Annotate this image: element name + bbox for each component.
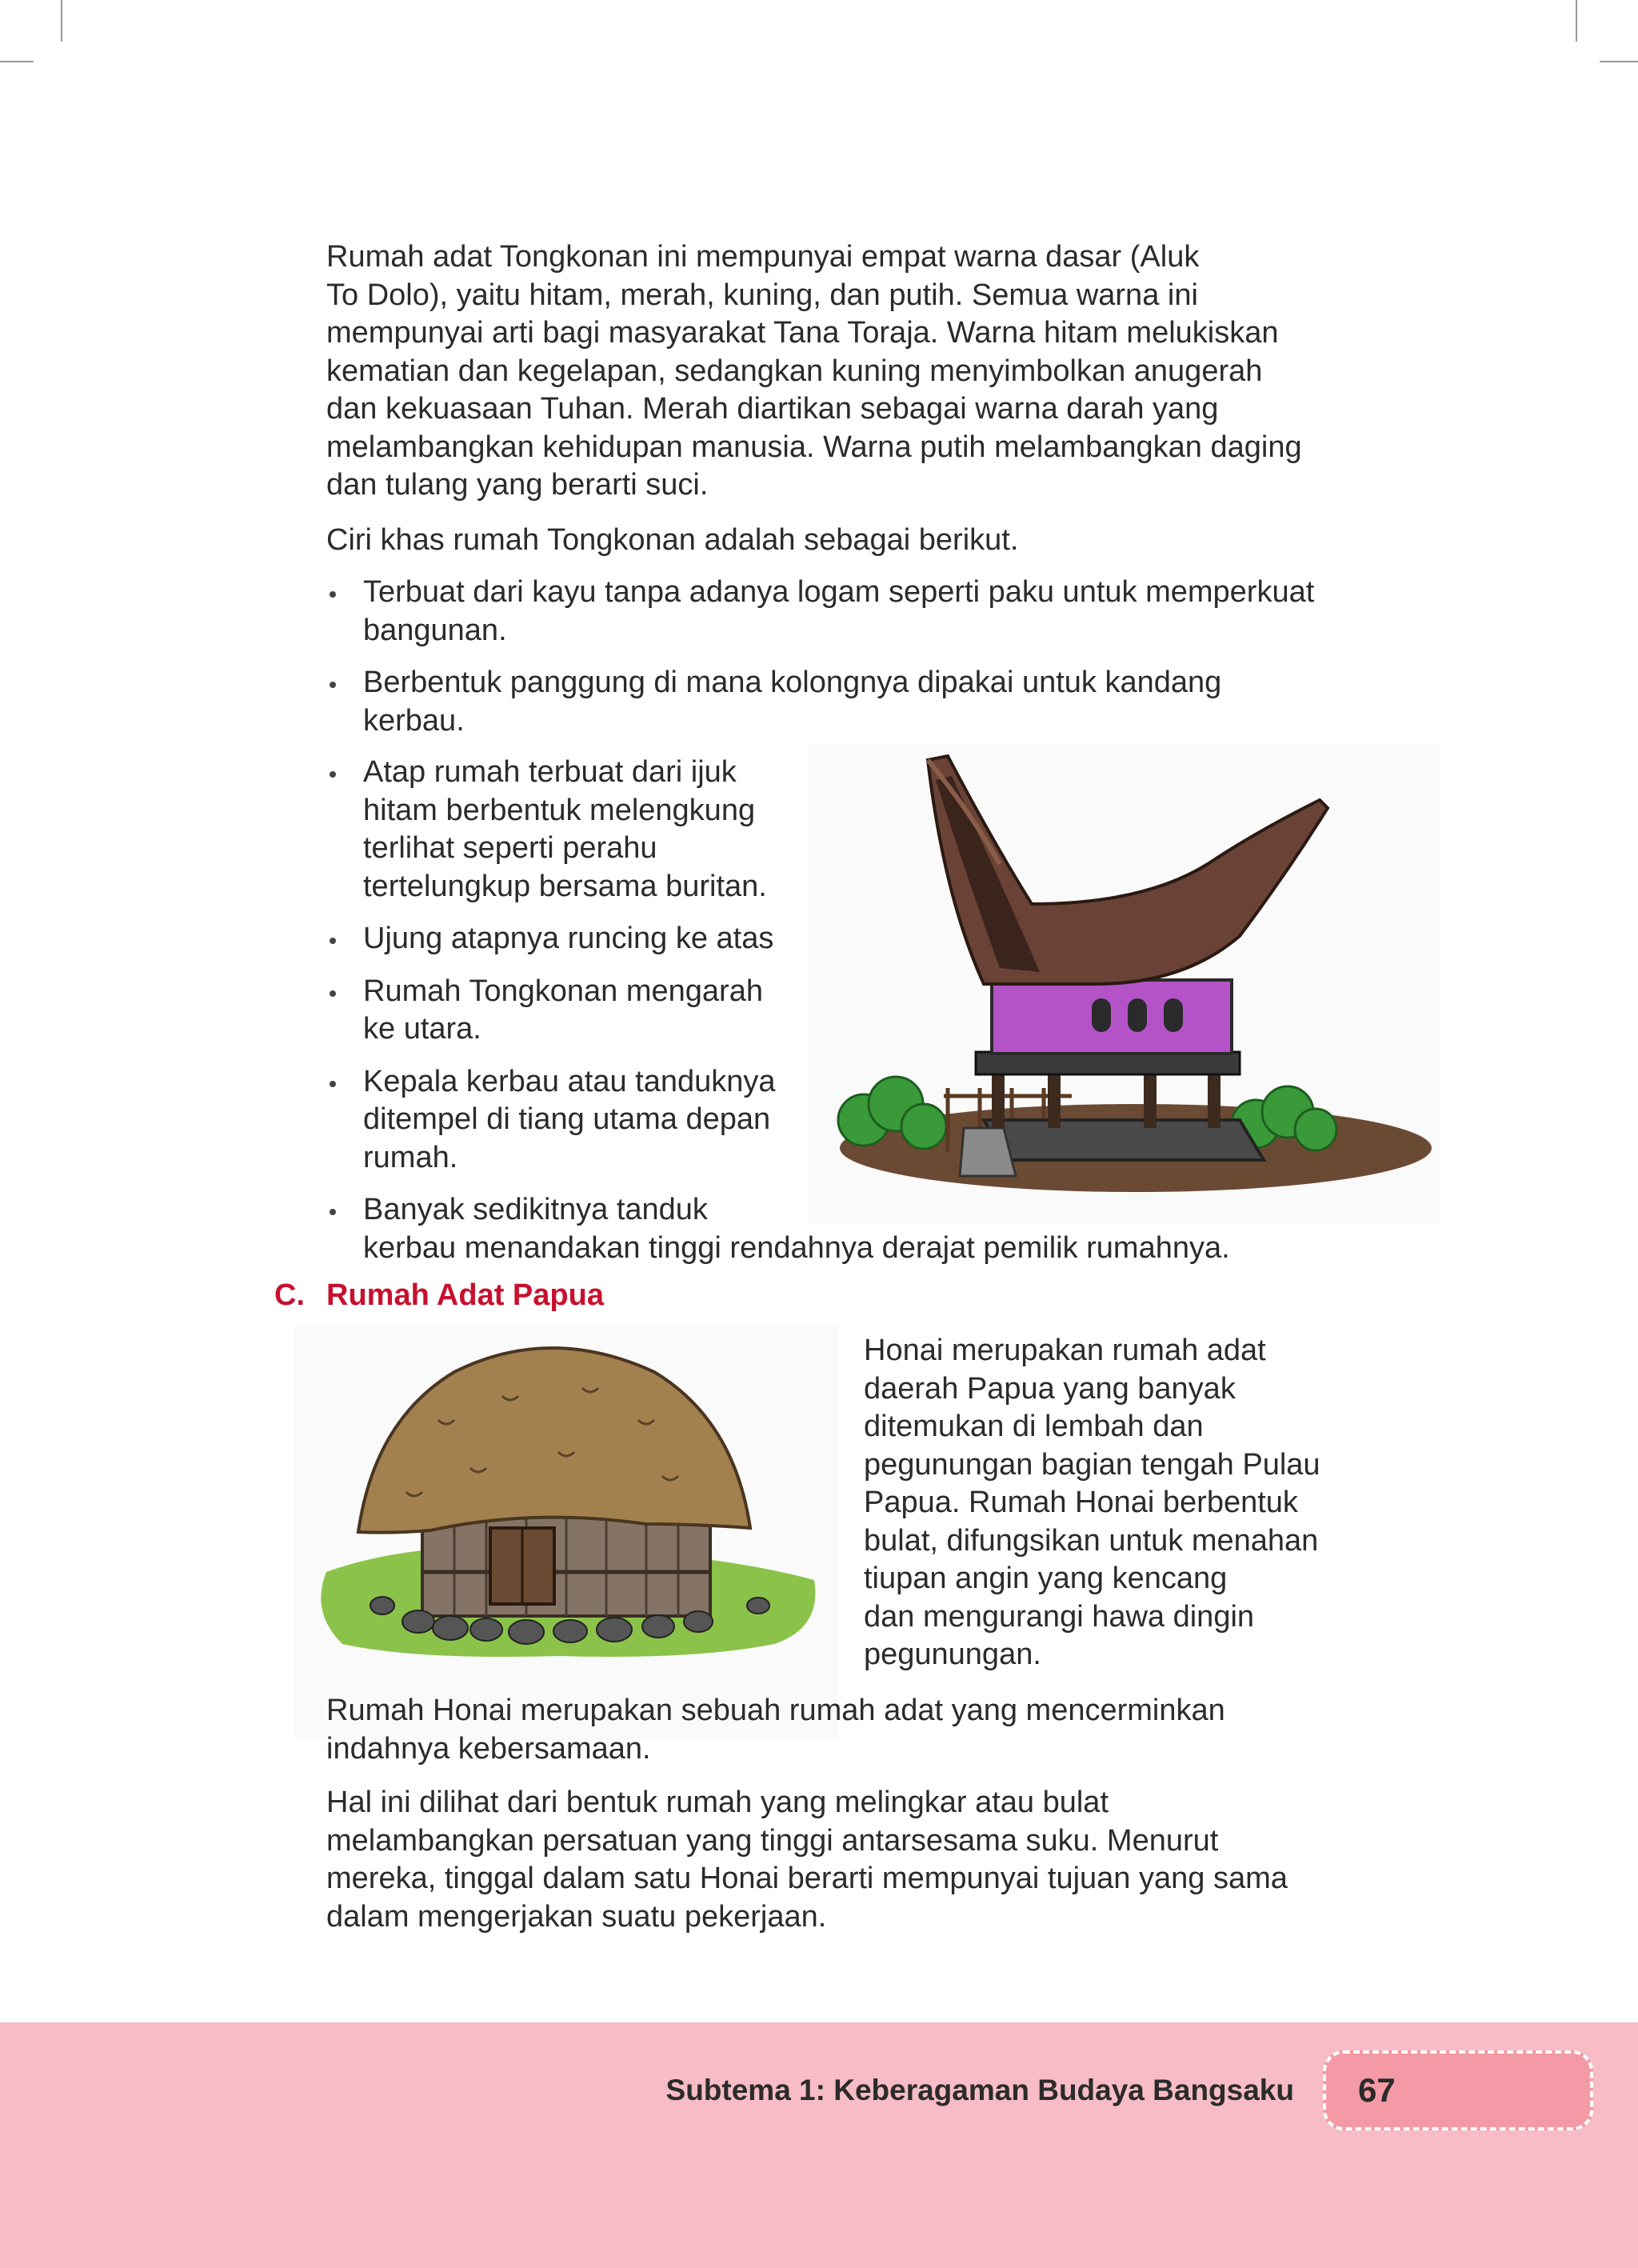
text-line: bulat, difungsikan untuk menahan: [864, 1523, 1319, 1558]
text-line: rumah.: [363, 1140, 458, 1174]
text-line: kematian dan kegelapan, sedangkan kuning menyimbolkan anugerah: [326, 354, 1263, 388]
text-line: kerbau.: [363, 703, 465, 738]
text-line: Papua. Rumah Honai berbentuk: [864, 1486, 1298, 1519]
text-line: Rumah Honai merupakan sebuah rumah adat yang mencerminkan: [326, 1694, 1225, 1727]
text-line: Atap rumah terbuat dari ijuk: [363, 755, 737, 789]
text-line: indahnya kebersamaan.: [326, 1731, 651, 1766]
paragraph-honai-persatuan: [326, 1784, 1288, 1936]
page-number-box: [1323, 2050, 1593, 2130]
crop-mark: [0, 61, 34, 62]
list-item: [326, 574, 1430, 650]
text-line: tiupan angin yang kencang: [864, 1562, 1228, 1595]
text-line: daerah Papua yang banyak: [864, 1371, 1236, 1406]
list-item: [326, 973, 838, 1049]
text-line: melambangkan kehidupan manusia. Warna putih melambangkan daging: [326, 430, 1302, 464]
text-line: hitam berbentuk melengkung: [363, 793, 756, 827]
text-line: Ciri khas rumah Tongkonan adalah sebagai berikut.: [326, 523, 1019, 557]
crop-mark: [1576, 0, 1577, 42]
text-line: Ujung atapnya runcing ke atas: [363, 922, 774, 955]
footer-subtema: Subtema 1: Keberagaman Budaya Bangsaku: [665, 2074, 1294, 2106]
text-line: tertelungkup bersama buritan.: [363, 869, 767, 903]
text-line: Banyak sedikitnya tanduk: [363, 1193, 708, 1226]
paragraph-warna-dasar: [326, 238, 1302, 505]
bullet-list-atap: [326, 754, 1230, 1282]
paragraph-honai-kebersamaan: [326, 1692, 1225, 1768]
text-line: ke utara.: [363, 1012, 481, 1046]
text-line: pegunungan.: [864, 1638, 1041, 1671]
house-wall: [992, 980, 1232, 1054]
list-item: [326, 664, 1430, 740]
crop-mark: [61, 0, 62, 42]
text-line: melambangkan persatuan yang tinggi antarsesama suku. Menurut: [326, 1823, 1219, 1858]
page-number: 67: [1358, 2071, 1396, 2109]
section-letter: C.: [274, 1278, 305, 1312]
text-line: terlihat seperti perahu: [363, 831, 657, 865]
tongkonan-house-illustration: [808, 744, 1440, 1224]
text-line: Terbuat dari kayu tanpa adanya logam seperti paku untuk memperkuat: [363, 575, 1315, 609]
text-line: dan tulang yang berarti suci.: [326, 468, 709, 502]
list-item: [326, 1191, 1435, 1267]
text-line: mereka, tinggal dalam satu Honai berarti mempunyai tujuan yang sama: [326, 1862, 1288, 1895]
text-line: dalam mengerjakan suatu pekerjaan.: [326, 1899, 827, 1934]
paragraph-honai-side: [864, 1332, 1320, 1674]
text-line: bangunan.: [363, 613, 507, 647]
crop-mark: [1600, 61, 1638, 62]
section-title: Rumah Adat Papua: [326, 1278, 604, 1312]
paragraph-ciri-khas-intro: [326, 522, 1018, 560]
honai-house-illustration: [294, 1324, 838, 1740]
text-line: Rumah Tongkonan mengarah: [363, 974, 763, 1008]
text-line: To Dolo), yaitu hitam, merah, kuning, dan putih. Semua warna ini: [326, 278, 1198, 312]
text-line: Berbentuk panggung di mana kolongnya dipakai untuk kandang: [363, 666, 1222, 699]
section-heading-papua: [274, 1278, 604, 1313]
text-line: dan mengurangi hawa dingin: [864, 1599, 1255, 1634]
list-item: [326, 754, 838, 906]
bullet-list-ciri-khas: [326, 574, 1430, 754]
text-line: Hal ini dilihat dari bentuk rumah yang melingkar atau bulat: [326, 1786, 1109, 1819]
text-line: Honai merupakan rumah adat: [864, 1334, 1266, 1367]
text-line: pegunungan bagian tengah Pulau: [864, 1447, 1320, 1482]
text-line: kerbau menandakan tinggi rendahnya derajat pemilik rumahnya.: [363, 1230, 1230, 1265]
list-item: [326, 920, 838, 958]
text-line: Kepala kerbau atau tanduknya: [363, 1064, 776, 1098]
text-line: dan kekuasaan Tuhan. Merah diartikan sebagai warna darah yang: [326, 392, 1219, 426]
floor-beam: [976, 1052, 1240, 1074]
text-line: ditemukan di lembah dan: [864, 1410, 1204, 1443]
platform-shape: [984, 1120, 1264, 1160]
text-line: ditempel di tiang utama depan: [363, 1102, 771, 1136]
text-line: Rumah adat Tongkonan ini mempunyai empat warna dasar (Aluk: [326, 240, 1200, 274]
list-item: [326, 1063, 838, 1178]
window-shape: [1092, 998, 1183, 1032]
text-line: mempunyai arti bagi masyarakat Tana Toraja. Warna hitam melukiskan: [326, 316, 1279, 350]
